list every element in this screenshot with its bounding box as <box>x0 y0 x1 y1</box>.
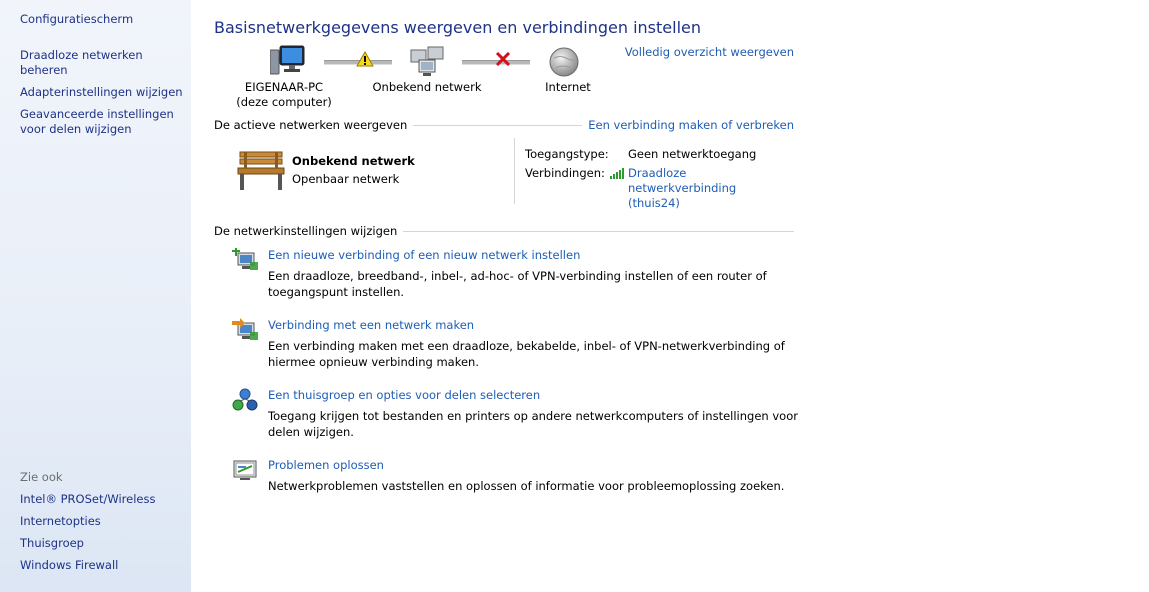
task-connect-network <box>232 318 794 370</box>
public-network-bench-icon <box>234 150 286 195</box>
panel-divider <box>514 138 515 204</box>
wireless-connection-link[interactable] <box>628 166 794 211</box>
internet-label: Internet <box>545 80 591 94</box>
homegroup-icon <box>232 388 258 412</box>
computer-sub-label: (deze computer) <box>236 95 332 109</box>
control-panel-home-link[interactable]: Configuratiescherm <box>20 12 134 26</box>
see-also-internet-options[interactable]: Internetopties <box>20 514 101 528</box>
see-also-intel-proset[interactable]: Intel® PROSet/Wireless <box>20 492 156 506</box>
troubleshoot-link[interactable]: Problemen oplossen <box>268 458 384 472</box>
computer-label <box>230 80 338 110</box>
main-content <box>214 0 798 592</box>
active-network-name: Onbekend netwerk <box>292 154 415 168</box>
troubleshoot-icon <box>232 458 258 482</box>
change-settings-header <box>214 224 794 238</box>
troubleshoot-description: Netwerkproblemen vaststellen en oplossen of informatie voor probleemoplossing zoeken. <box>268 479 785 493</box>
no-connection-x-icon <box>495 52 511 69</box>
sidebar-task-list <box>20 48 188 144</box>
network-icon[interactable] <box>410 46 444 81</box>
homegroup-description: Toegang krijgen tot bestanden en printers op andere netwerkcomputers of instellingen voor delen wijzigen. <box>268 409 798 439</box>
see-also-section <box>20 470 155 580</box>
section-divider <box>403 231 794 232</box>
new-connection-icon <box>232 248 258 272</box>
page-title: Basisnetwerkgegevens weergeven en verbindingen instellen <box>214 18 701 37</box>
internet-globe-icon[interactable] <box>548 46 580 81</box>
see-also-title: Zie ook <box>20 470 63 484</box>
connections-label: Verbindingen: <box>525 166 605 180</box>
left-navigation-pane <box>0 0 191 592</box>
new-connection-description: Een draadloze, breedband-, inbel-, ad-hoc- of VPN-verbinding instellen of een router of toegangspunt instellen. <box>268 269 767 299</box>
wireless-connection-ssid: (thuis24) <box>628 196 680 210</box>
see-also-windows-firewall[interactable]: Windows Firewall <box>20 558 119 572</box>
see-also-homegroup[interactable]: Thuisgroep <box>20 536 84 550</box>
access-type-value: Geen netwerktoegang <box>628 147 757 161</box>
computer-name: EIGENAAR-PC <box>244 80 324 94</box>
active-networks-title: De actieve netwerken weergeven <box>214 118 408 132</box>
connect-network-link[interactable]: Verbinding met een netwerk maken <box>268 318 475 332</box>
warning-icon <box>356 51 374 70</box>
wireless-connection-name: Draadloze netwerkverbinding <box>628 166 737 195</box>
access-type-label: Toegangstype: <box>525 147 609 161</box>
change-settings-title: De netwerkinstellingen wijzigen <box>214 224 398 238</box>
homegroup-link[interactable]: Een thuisgroep en opties voor delen selecteren <box>268 388 541 402</box>
new-connection-link[interactable]: Een nieuwe verbinding of een nieuw netwerk instellen <box>268 248 581 262</box>
sidebar-item-adapter-settings[interactable]: Adapterinstellingen wijzigen <box>20 85 183 99</box>
task-new-connection <box>232 248 794 300</box>
task-troubleshoot <box>232 458 794 494</box>
sidebar-item-manage-wireless[interactable]: Draadloze netwerken beheren <box>20 48 143 77</box>
sidebar-item-advanced-sharing[interactable]: Geavanceerde instellingen voor delen wijzigen <box>20 107 174 136</box>
active-networks-header <box>214 118 794 132</box>
full-map-link[interactable]: Volledig overzicht weergeven <box>624 45 794 59</box>
connect-network-description: Een verbinding maken met een draadloze, bekabelde, inbel- of VPN-netwerkverbinding of hiermee opnieuw verbinding maken. <box>268 339 785 369</box>
active-network-panel <box>214 138 794 210</box>
connect-disconnect-link[interactable]: Een verbinding maken of verbreken <box>588 118 794 132</box>
active-network-type: Openbaar netwerk <box>292 172 400 186</box>
signal-strength-icon <box>610 167 624 182</box>
connect-network-icon <box>232 318 258 342</box>
section-divider <box>413 125 582 126</box>
task-homegroup <box>232 388 798 440</box>
network-label: Onbekend netwerk <box>372 80 482 94</box>
computer-icon[interactable] <box>270 44 306 81</box>
